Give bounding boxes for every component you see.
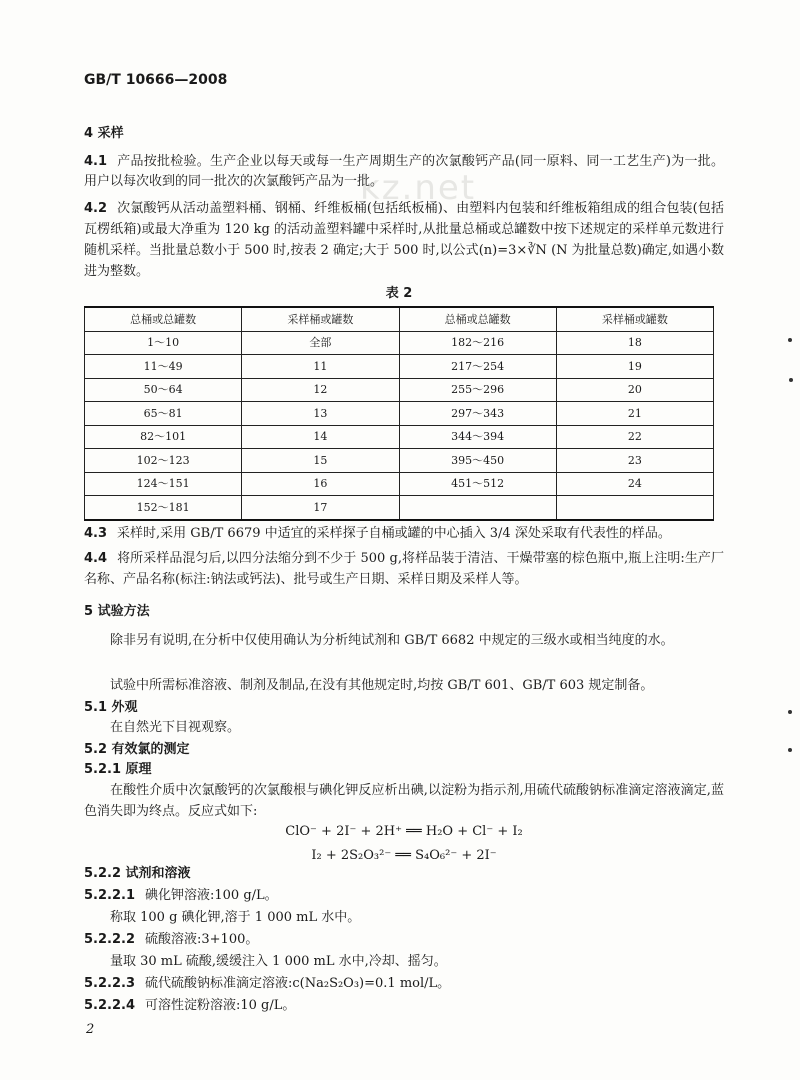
- table-cell: 182～216: [399, 331, 556, 355]
- header-cell: 总桶或总罐数: [85, 307, 242, 331]
- clause-text: 可溶性淀粉溶液:10 g/L。: [145, 998, 296, 1013]
- paragraph-4-1: [84, 152, 724, 192]
- clause-text: 产品按批检验。生产企业以每天或每一生产周期生产的次氯酸钙产品(同一原料、同一工艺生产)为一批。用户以每次收到的同一批次的次氯酸钙产品为一批。: [84, 154, 724, 190]
- header-cell: 采样桶或罐数: [242, 307, 399, 331]
- table-cell: 344～394: [399, 425, 556, 449]
- table-cell: 12: [242, 378, 399, 402]
- table-row: [85, 449, 714, 473]
- section-5-title: 5 试验方法: [84, 604, 150, 619]
- table-row: [85, 472, 714, 496]
- table-cell: 11～49: [85, 355, 242, 379]
- table-cell: 14: [242, 425, 399, 449]
- scan-speck: [788, 710, 792, 714]
- scan-speck: [789, 378, 793, 382]
- table-cell: 152～181: [85, 496, 242, 520]
- sampling-table: [84, 306, 714, 521]
- clause-5-2-2-4: [84, 996, 724, 1016]
- table-cell: [556, 496, 713, 520]
- table-cell: 17: [242, 496, 399, 520]
- table-cell: 16: [242, 472, 399, 496]
- header-cell: 采样桶或罐数: [556, 307, 713, 331]
- clause-number: 4.4: [84, 551, 108, 566]
- clause-5-2-2-1-detail: 称取 100 g 碘化钾,溶于 1 000 mL 水中。: [110, 910, 361, 925]
- clause-text: 次氯酸钙从活动盖塑料桶、钢桶、纤维板桶(包括纸板桶)、由塑料内包装和纤维板箱组成的组合包装(包括瓦楞纸箱)或最大净重为 120 kg 的活动盖塑料罐中采样时,从批量总桶或总罐数中按下述规定的采样单元数进行随机采样。当批量总数小于 500 时,按表 2 确定;大于 500 时,以公式(n)=3×∛N (N 为批量总数)确定,如遇小数进为整数。: [84, 201, 724, 280]
- table-cell: 451～512: [399, 472, 556, 496]
- table-cell: 13: [242, 402, 399, 426]
- clause-number: 5.2.2.1: [84, 888, 135, 903]
- table-row: [85, 496, 714, 520]
- table-cell: 22: [556, 425, 713, 449]
- clause-5-2-2-3: [84, 974, 724, 994]
- table-cell: 297～343: [399, 402, 556, 426]
- table-cell: 50～64: [85, 378, 242, 402]
- table-header-row: [85, 307, 714, 331]
- reaction-formula-1: ClO⁻ + 2I⁻ + 2H⁺ ══ H₂O + Cl⁻ + I₂: [285, 824, 523, 839]
- section-5-1-title: 5.1 外观: [84, 700, 138, 715]
- scan-speck: [788, 748, 792, 752]
- table-cell: 65～81: [85, 402, 242, 426]
- clause-text: 碘化钾溶液:100 g/L。: [145, 888, 278, 903]
- table-row: [85, 425, 714, 449]
- table-cell: 20: [556, 378, 713, 402]
- table-cell: 124～151: [85, 472, 242, 496]
- section-5-2-1-text: 在酸性介质中次氯酸钙的次氯酸根与碘化钾反应析出碘,以淀粉为指示剂,用硫代硫酸钠标准滴定溶液滴定,蓝色消失即为终点。反应式如下:: [84, 783, 724, 820]
- table-row: [85, 331, 714, 355]
- clause-number: 5.2.2.2: [84, 932, 135, 947]
- table-cell: 1～10: [85, 331, 242, 355]
- clause-number: 5.2.2.4: [84, 998, 135, 1013]
- clause-text: 硫酸溶液:3+100。: [145, 932, 259, 947]
- table-cell: 23: [556, 449, 713, 473]
- clause-number: 4.1: [84, 154, 108, 169]
- section-5-2-2-title: 5.2.2 试剂和溶液: [84, 866, 191, 881]
- clause-text: 采样时,采用 GB/T 6679 中适宜的采样探子自桶或罐的中心插入 3/4 深处采取有代表性的样品。: [117, 526, 671, 541]
- clause-5-2-2-2-detail: 量取 30 mL 硫酸,缓缓注入 1 000 mL 水中,冷却、摇匀。: [110, 954, 447, 969]
- section-5-1-text: 在自然光下目视观察。: [110, 720, 241, 735]
- table-row: [85, 378, 714, 402]
- table-cell: 18: [556, 331, 713, 355]
- table-cell: 21: [556, 402, 713, 426]
- paragraph-4-4: [84, 548, 724, 590]
- page-number: 2: [86, 1022, 95, 1037]
- scan-speck: [788, 338, 792, 342]
- section-5-2-title: 5.2 有效氯的测定: [84, 742, 190, 757]
- clause-5-2-2-2: [84, 930, 724, 950]
- table-cell: 全部: [242, 331, 399, 355]
- clause-text: 将所采样品混匀后,以四分法缩分到不少于 500 g,将样品装于清洁、干燥带塞的棕色瓶中,瓶上注明:生产厂名称、产品名称(标注:钠法或钙法)、批号或生产日期、采样日期及采样人等。: [84, 551, 724, 588]
- clause-number: 4.2: [84, 201, 108, 216]
- table-cell: 24: [556, 472, 713, 496]
- table-cell: 82～101: [85, 425, 242, 449]
- table-cell: 102～123: [85, 449, 242, 473]
- paragraph-4-3: [84, 524, 724, 544]
- section-4-title: 4 采样: [84, 126, 124, 141]
- table-cell: 11: [242, 355, 399, 379]
- header-cell: 总桶或总罐数: [399, 307, 556, 331]
- reaction-formula-2: I₂ + 2S₂O₃²⁻ ══ S₄O₆²⁻ + 2I⁻: [311, 848, 497, 863]
- section-5-intro-2: 试验中所需标准溶液、制剂及制品,在没有其他规定时,均按 GB/T 601、GB/T 603 规定制备。: [110, 678, 654, 693]
- table-cell: [399, 496, 556, 520]
- table-cell: 395～450: [399, 449, 556, 473]
- section-5-2-1-title: 5.2.1 原理: [84, 762, 152, 777]
- table-row: [85, 402, 714, 426]
- table-caption: 表 2: [385, 286, 413, 301]
- clause-5-2-2-1: [84, 886, 724, 906]
- table-cell: 217～254: [399, 355, 556, 379]
- table-cell: 255～296: [399, 378, 556, 402]
- watermark: kz.net: [360, 168, 477, 208]
- table-cell: 19: [556, 355, 713, 379]
- table-row: [85, 355, 714, 379]
- paragraph-4-2: [84, 198, 724, 282]
- section-5-intro-1: 除非另有说明,在分析中仅使用确认为分析纯试剂和 GB/T 6682 中规定的三级水或相当纯度的水。: [110, 633, 674, 648]
- clause-number: 4.3: [84, 526, 108, 541]
- table-cell: 15: [242, 449, 399, 473]
- clause-text: 硫代硫酸钠标准滴定溶液:c(Na₂S₂O₃)=0.1 mol/L。: [145, 976, 451, 991]
- clause-number: 5.2.2.3: [84, 976, 135, 991]
- standard-code-header: GB/T 10666—2008: [84, 72, 228, 88]
